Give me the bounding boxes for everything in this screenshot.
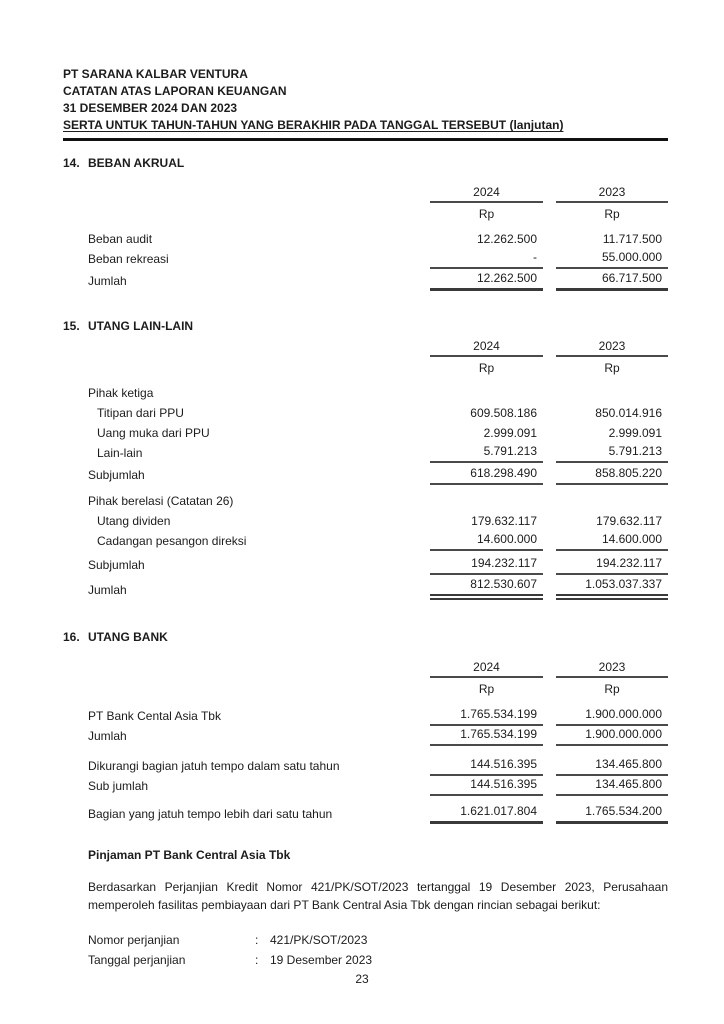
- value-2024: 1.621.017.804: [430, 804, 543, 824]
- value-2024: 1.765.534.199: [430, 727, 543, 746]
- row-label: Cadangan pesangon direksi: [97, 534, 247, 548]
- value-2024: 2.999.091: [483, 426, 537, 440]
- table-row: [88, 706, 668, 726]
- currency-header: Rp: [478, 207, 495, 221]
- loan-detail-row: [88, 930, 668, 950]
- empty-cell: [88, 695, 430, 698]
- value-2024: 12.262.500: [476, 232, 537, 246]
- detail-label: Nomor perjanjian: [88, 933, 180, 947]
- row-label: Subjumlah: [88, 468, 145, 482]
- currency-header: Rp: [604, 361, 620, 375]
- report-period-line: SERTA UNTUK TAHUN-TAHUN YANG BERAKHIR PADA TANGGAL TERSEBUT (lanjutan): [63, 118, 564, 132]
- currency-header: Rp: [604, 207, 620, 221]
- value-2023: 5.791.213: [556, 444, 668, 463]
- value-2023: 14.600.000: [556, 532, 668, 551]
- table-row: [88, 443, 668, 463]
- value-2023: 134.465.800: [556, 777, 668, 796]
- row-label: Uang muka dari PPU: [97, 426, 210, 440]
- value-2023: 194.232.117: [556, 556, 668, 575]
- currency-header: Rp: [478, 361, 495, 375]
- row-label: Titipan dari PPU: [97, 406, 184, 420]
- section-number: 16.: [63, 630, 80, 644]
- document-title: CATATAN ATAS LAPORAN KEUANGAN: [63, 84, 287, 98]
- section-15-utang-lain-lain: [63, 319, 668, 600]
- table-row: [88, 249, 668, 269]
- year-header-2024: 2024: [430, 660, 543, 678]
- table-subtotal-row: [88, 555, 668, 575]
- value-2024: 609.508.186: [470, 406, 537, 420]
- row-label: Sub jumlah: [88, 779, 149, 793]
- detail-value: 421/PK/SOT/2023: [270, 933, 368, 947]
- row-label: Beban rekreasi: [88, 252, 169, 266]
- value-2024: 144.516.395: [430, 777, 543, 796]
- report-date-line: 31 DESEMBER 2024 DAN 2023: [63, 101, 238, 115]
- section-number: 15.: [63, 319, 80, 333]
- empty-cell: [88, 220, 430, 223]
- year-header-2024: 2024: [430, 339, 543, 357]
- row-label: Jumlah: [88, 729, 127, 743]
- table-total-row: [88, 726, 668, 746]
- value-2023: 1.900.000.000: [556, 707, 668, 726]
- table-currency-header-row: [88, 357, 668, 377]
- detail-separator: :: [255, 933, 259, 947]
- section-number: 14.: [63, 156, 80, 170]
- table-subtotal-row: [88, 465, 668, 485]
- section-16-utang-bank: [63, 630, 668, 970]
- row-label: Lain-lain: [97, 446, 143, 460]
- page-number: 23: [355, 972, 369, 986]
- table-year-header-row: [88, 337, 668, 357]
- value-2023: [556, 508, 668, 511]
- table-year-header-row: [88, 183, 668, 203]
- row-label: Subjumlah: [88, 558, 145, 572]
- value-2023: 66.717.500: [556, 271, 668, 291]
- value-2023: [556, 400, 668, 403]
- row-label: Jumlah: [88, 274, 127, 288]
- table-total-row: [88, 577, 668, 600]
- section-14-heading: [63, 156, 668, 170]
- row-label: Beban audit: [88, 232, 153, 246]
- value-2023: 55.000.000: [556, 250, 668, 269]
- table-group-row: [88, 383, 668, 403]
- value-2024: 1.765.534.199: [430, 707, 543, 726]
- table-row: [88, 531, 668, 551]
- section-16-heading: [63, 630, 668, 644]
- value-2024: 5.791.213: [430, 444, 543, 463]
- loan-heading: Pinjaman PT Bank Central Asia Tbk: [88, 848, 291, 862]
- value-2024: [430, 400, 543, 403]
- empty-cell: [88, 675, 430, 678]
- value-2023: 134.465.800: [556, 757, 668, 776]
- value-2024: 812.530.607: [430, 577, 543, 600]
- value-2024: 144.516.395: [430, 757, 543, 776]
- table-total-row: [88, 271, 668, 291]
- table-currency-header-row: [88, 203, 668, 223]
- group-label: Pihak ketiga: [88, 386, 154, 400]
- table-total-row: [88, 804, 668, 824]
- section-title: BEBAN AKRUAL: [88, 156, 185, 170]
- value-2024: 14.600.000: [430, 532, 543, 551]
- table-group-row: [88, 491, 668, 511]
- row-label: Bagian yang jatuh tempo lebih dari satu tahun: [88, 807, 333, 821]
- section-title: UTANG LAIN-LAIN: [88, 319, 194, 333]
- value-2024: 618.298.490: [430, 466, 543, 485]
- table-row: [88, 229, 668, 249]
- table-row: [88, 511, 668, 531]
- section-title: UTANG BANK: [88, 630, 168, 644]
- table-currency-header-row: [88, 678, 668, 698]
- detail-value: 19 Desember 2023: [270, 953, 373, 967]
- section-15-heading: [63, 319, 668, 333]
- table-subtotal-row: [88, 776, 668, 796]
- row-label: Jumlah: [88, 583, 127, 597]
- value-2023: 2.999.091: [608, 426, 662, 440]
- company-name: PT SARANA KALBAR VENTURA: [63, 67, 248, 81]
- year-header-2024: 2024: [430, 185, 543, 203]
- value-2023: 11.717.500: [602, 232, 662, 246]
- value-2024: 194.232.117: [430, 556, 543, 575]
- currency-header: Rp: [478, 682, 495, 696]
- detail-separator: :: [255, 953, 259, 967]
- value-2023: 1.053.037.337: [556, 577, 668, 600]
- value-2023: 179.632.117: [596, 514, 662, 528]
- table-row: [88, 423, 668, 443]
- empty-cell: [88, 374, 430, 377]
- empty-cell: [88, 200, 430, 203]
- loan-detail-row: [88, 950, 668, 970]
- group-label: Pihak berelasi (Catatan 26): [88, 494, 234, 508]
- row-label: Utang dividen: [97, 514, 171, 528]
- year-header-2023: 2023: [556, 660, 668, 678]
- value-2024: 179.632.117: [471, 514, 537, 528]
- value-2024: 12.262.500: [430, 271, 543, 291]
- row-label: PT Bank Cental Asia Tbk: [88, 709, 221, 723]
- year-header-2023: 2023: [556, 185, 668, 203]
- table-row: [88, 403, 668, 423]
- detail-label: Tanggal perjanjian: [88, 953, 186, 967]
- value-2023: 1.900.000.000: [556, 727, 668, 746]
- currency-header: Rp: [604, 682, 620, 696]
- value-2024: -: [430, 250, 543, 269]
- value-2023: 858.805.220: [556, 466, 668, 485]
- table-year-header-row: [88, 658, 668, 678]
- value-2023: 1.765.534.200: [556, 804, 668, 824]
- document-header: [63, 66, 668, 141]
- table-row: [88, 756, 668, 776]
- year-header-2023: 2023: [556, 339, 668, 357]
- row-label: Dikurangi bagian jatuh tempo dalam satu tahun: [88, 759, 340, 773]
- value-2023: 850.014.916: [595, 406, 662, 420]
- empty-cell: [88, 354, 430, 357]
- value-2024: [430, 508, 543, 511]
- section-14-beban-akrual: [63, 156, 668, 291]
- loan-paragraph: Berdasarkan Perjanjian Kredit Nomor 421/PK/SOT/2023 tertanggal 19 Desember 2023, Perusahaan memperoleh fasilitas pembiayaan dari PT Bank Central Asia Tbk dengan rincian sebagai berikut:: [88, 880, 668, 912]
